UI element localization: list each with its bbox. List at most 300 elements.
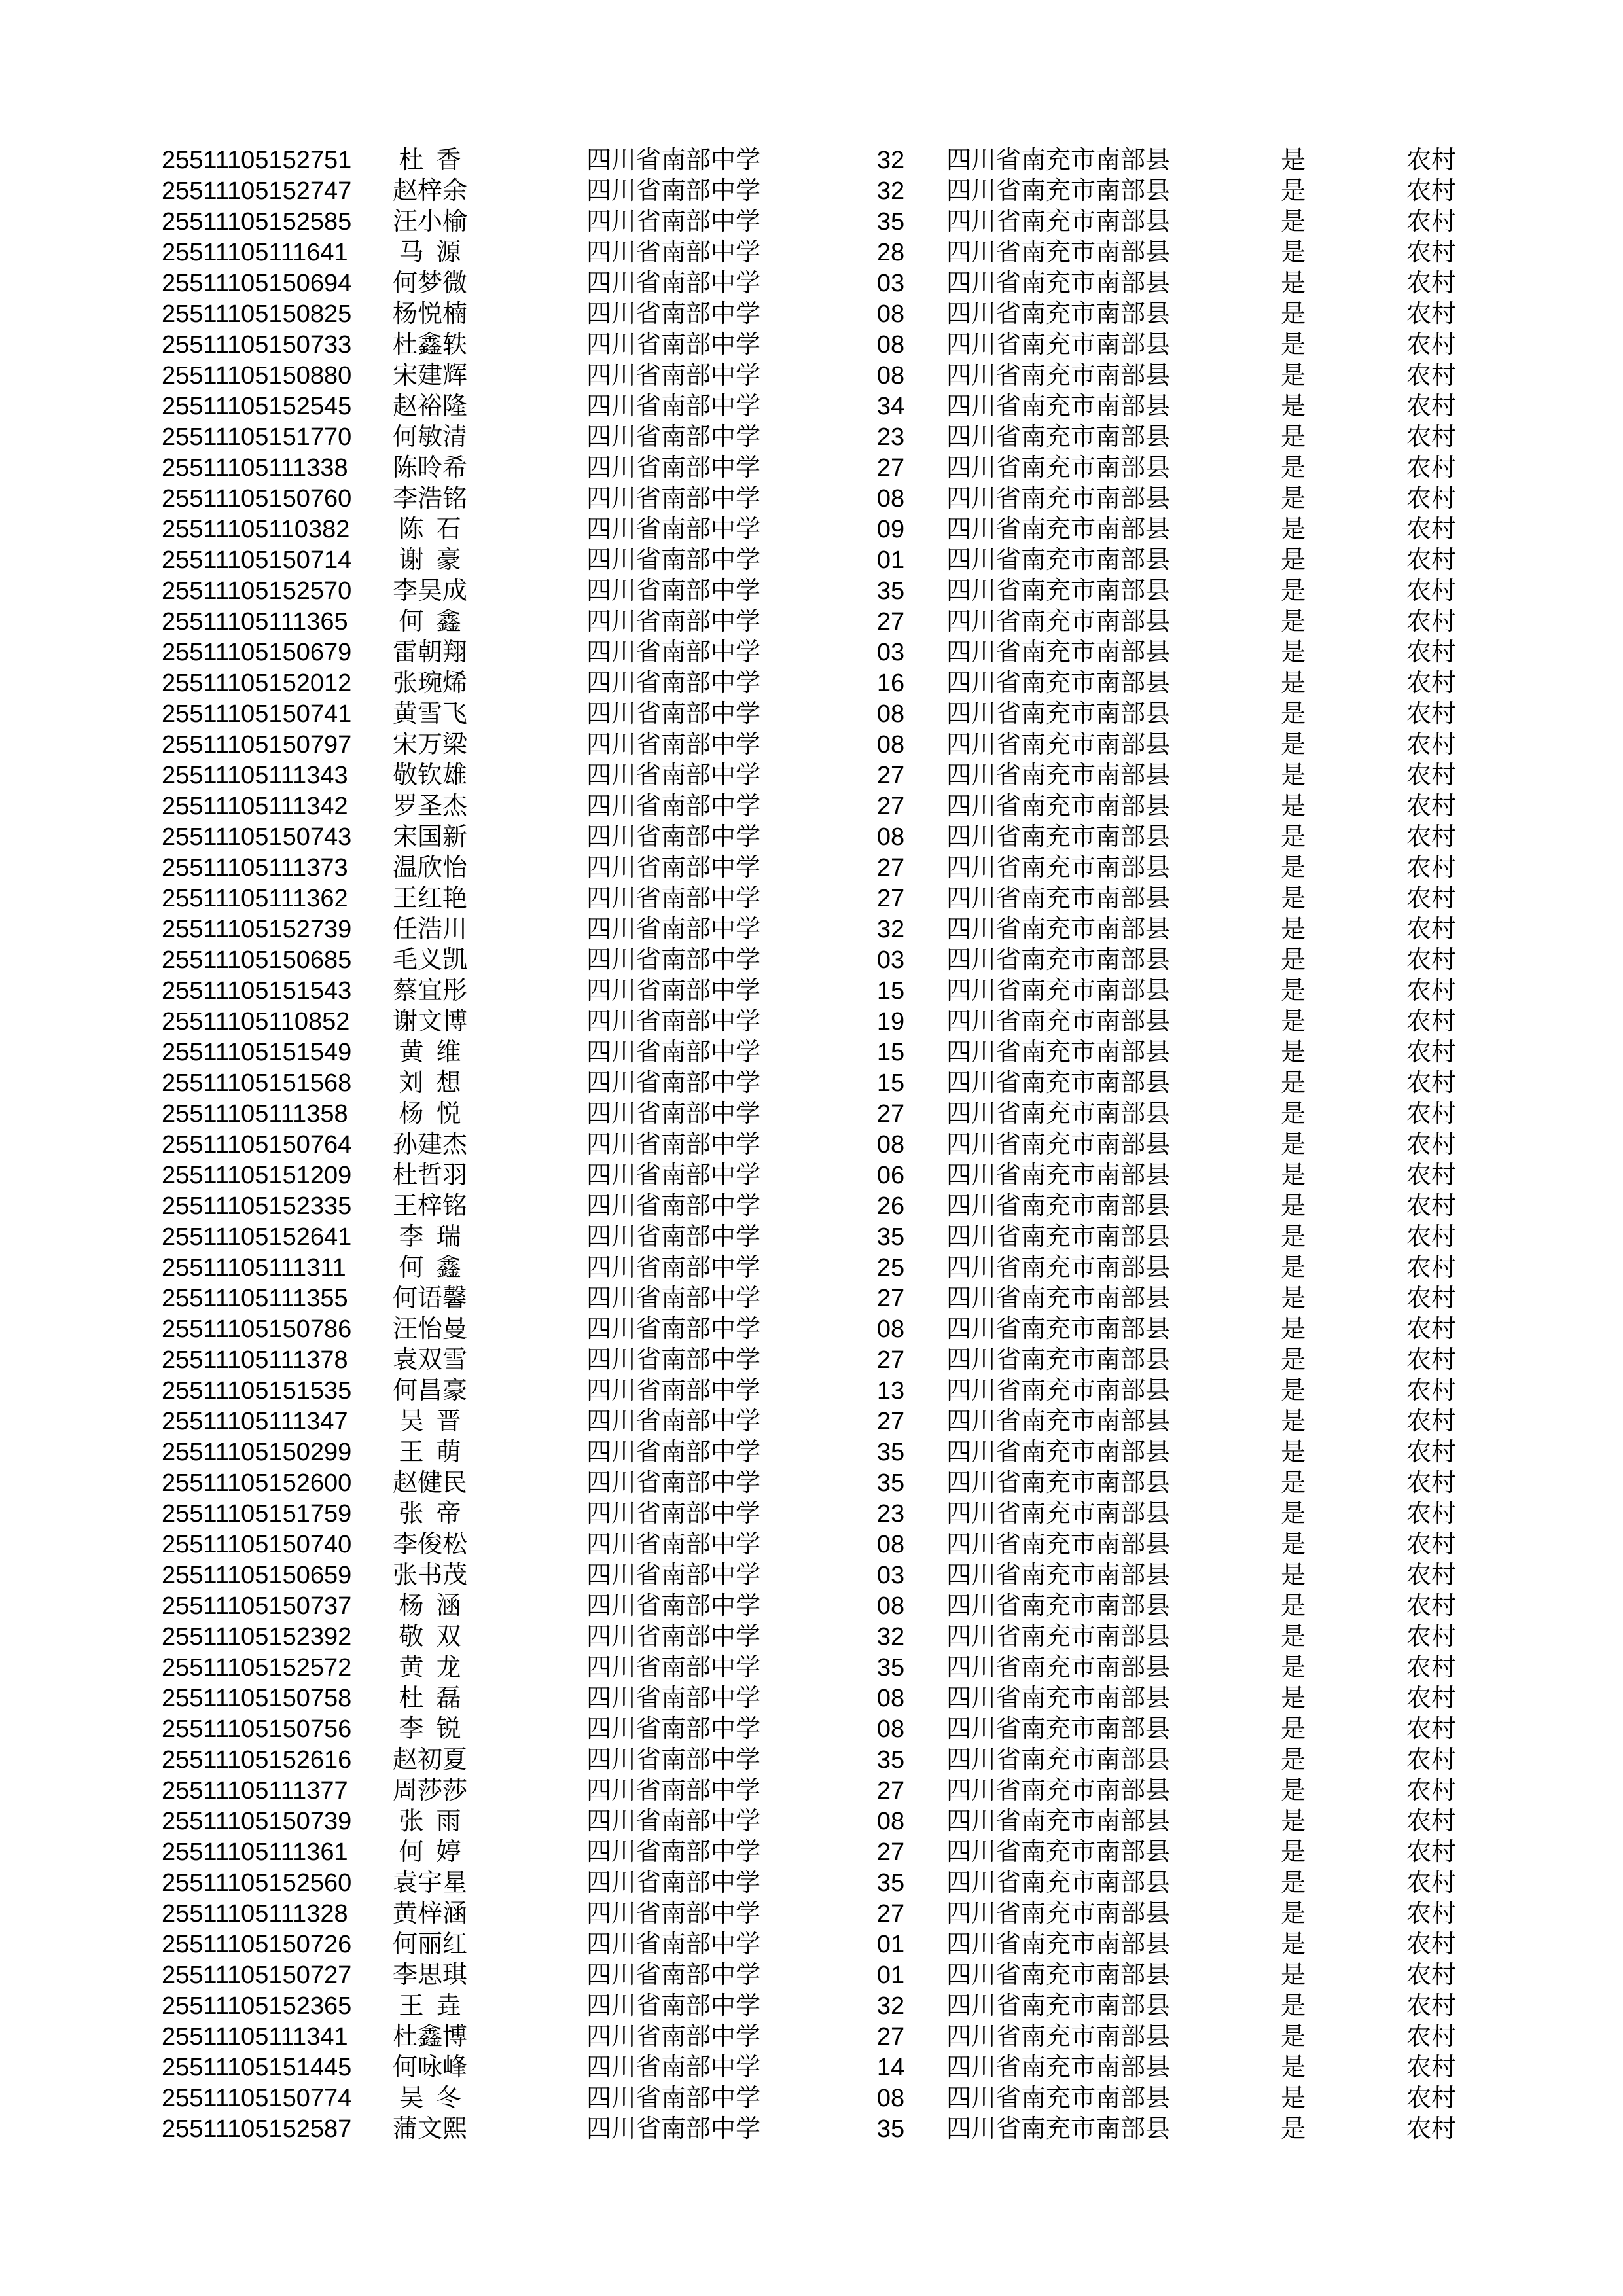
table-row <box>0 1899 1623 1929</box>
class-code: 27 <box>876 854 905 882</box>
residence-type: 农村 <box>1406 1746 1457 1774</box>
residence-type: 农村 <box>1406 1654 1457 1681</box>
student-name: 袁双雪 <box>392 1346 468 1374</box>
school-name: 四川省南部中学 <box>586 1193 761 1220</box>
school-name: 四川省南部中学 <box>586 239 761 266</box>
county-name: 四川省南充市南部县 <box>946 270 1171 297</box>
table-row <box>0 576 1623 607</box>
county-name: 四川省南充市南部县 <box>946 2115 1171 2143</box>
school-name: 四川省南部中学 <box>586 793 761 820</box>
county-name: 四川省南充市南部县 <box>946 393 1171 420</box>
confirm-flag: 是 <box>1280 946 1306 974</box>
confirm-flag: 是 <box>1280 1839 1306 1866</box>
student-name: 黄梓涵 <box>392 1900 468 1928</box>
county-name: 四川省南充市南部县 <box>946 1962 1171 1989</box>
candidate-id-number: 25511105111341 <box>162 2023 348 2051</box>
confirm-flag: 是 <box>1280 577 1306 605</box>
school-name: 四川省南部中学 <box>586 946 761 974</box>
class-code: 35 <box>876 2115 905 2143</box>
student-name: 杜鑫轶 <box>392 331 468 359</box>
candidate-id-number: 25511105150740 <box>162 1531 352 1558</box>
class-code: 01 <box>876 1931 905 1958</box>
school-name: 四川省南部中学 <box>586 362 761 389</box>
candidate-id-number: 25511105150743 <box>162 823 352 851</box>
school-name: 四川省南部中学 <box>586 1223 761 1251</box>
class-code: 14 <box>876 2054 905 2081</box>
table-row <box>0 2083 1623 2114</box>
residence-type: 农村 <box>1406 1039 1457 1066</box>
school-name: 四川省南部中学 <box>586 1592 761 1620</box>
confirm-flag: 是 <box>1280 208 1306 236</box>
candidate-id-number: 25511105152751 <box>162 147 352 174</box>
table-row <box>0 1437 1623 1468</box>
confirm-flag: 是 <box>1280 1316 1306 1343</box>
residence-type: 农村 <box>1406 1931 1457 1958</box>
candidate-id-number: 25511105111328 <box>162 1900 348 1928</box>
school-name: 四川省南部中学 <box>586 1839 761 1866</box>
county-name: 四川省南充市南部县 <box>946 1223 1171 1251</box>
county-name: 四川省南充市南部县 <box>946 608 1171 636</box>
class-code: 35 <box>876 1223 905 1251</box>
school-name: 四川省南部中学 <box>586 147 761 174</box>
class-code: 08 <box>876 331 905 359</box>
school-name: 四川省南部中学 <box>586 731 761 759</box>
student-name: 杜香 <box>399 147 474 174</box>
county-name: 四川省南充市南部县 <box>946 1346 1171 1374</box>
residence-type: 农村 <box>1406 2054 1457 2081</box>
county-name: 四川省南充市南部县 <box>946 1254 1171 1282</box>
county-name: 四川省南充市南部县 <box>946 2023 1171 2051</box>
class-code: 34 <box>876 393 905 420</box>
candidate-id-number: 25511105150741 <box>162 700 352 728</box>
candidate-id-number: 25511105150679 <box>162 639 352 666</box>
residence-type: 农村 <box>1406 423 1457 451</box>
student-name: 黄龙 <box>399 1654 474 1681</box>
class-code: 27 <box>876 454 905 482</box>
county-name: 四川省南充市南部县 <box>946 1500 1171 1528</box>
county-name: 四川省南充市南部县 <box>946 2085 1171 2112</box>
table-row <box>0 1960 1623 1991</box>
county-name: 四川省南充市南部县 <box>946 485 1171 512</box>
class-code: 13 <box>876 1377 905 1405</box>
table-row <box>0 453 1623 484</box>
school-name: 四川省南部中学 <box>586 1469 761 1497</box>
candidate-id-number: 25511105150760 <box>162 485 352 512</box>
confirm-flag: 是 <box>1280 1685 1306 1712</box>
county-name: 四川省南充市南部县 <box>946 1715 1171 1743</box>
county-name: 四川省南充市南部县 <box>946 362 1171 389</box>
residence-type: 农村 <box>1406 823 1457 851</box>
confirm-flag: 是 <box>1280 700 1306 728</box>
class-code: 35 <box>876 1654 905 1681</box>
residence-type: 农村 <box>1406 393 1457 420</box>
confirm-flag: 是 <box>1280 393 1306 420</box>
table-row <box>0 1191 1623 1222</box>
candidate-id-number: 25511105152570 <box>162 577 352 605</box>
school-name: 四川省南部中学 <box>586 1685 761 1712</box>
class-code: 08 <box>876 1531 905 1558</box>
county-name: 四川省南充市南部县 <box>946 239 1171 266</box>
school-name: 四川省南部中学 <box>586 1562 761 1589</box>
class-code: 15 <box>876 977 905 1005</box>
student-name: 蔡宜彤 <box>392 977 468 1005</box>
table-row <box>0 1037 1623 1068</box>
candidate-id-number: 25511105150756 <box>162 1715 352 1743</box>
school-name: 四川省南部中学 <box>586 2023 761 2051</box>
confirm-flag: 是 <box>1280 731 1306 759</box>
class-code: 08 <box>876 1592 905 1620</box>
table-row <box>0 945 1623 976</box>
county-name: 四川省南充市南部县 <box>946 1069 1171 1097</box>
student-name: 周莎莎 <box>392 1777 468 1804</box>
table-row <box>0 914 1623 945</box>
candidate-id-number: 25511105152335 <box>162 1193 352 1220</box>
class-code: 35 <box>876 1439 905 1466</box>
school-name: 四川省南部中学 <box>586 454 761 482</box>
class-code: 32 <box>876 1623 905 1651</box>
class-code: 08 <box>876 1685 905 1712</box>
table-row <box>0 1160 1623 1191</box>
residence-type: 农村 <box>1406 1900 1457 1928</box>
confirm-flag: 是 <box>1280 670 1306 697</box>
residence-type: 农村 <box>1406 1992 1457 2020</box>
table-row <box>0 1253 1623 1283</box>
table-row <box>0 145 1623 176</box>
county-name: 四川省南充市南部县 <box>946 1039 1171 1066</box>
student-name: 何婷 <box>399 1839 474 1866</box>
county-name: 四川省南充市南部县 <box>946 1377 1171 1405</box>
confirm-flag: 是 <box>1280 1992 1306 2020</box>
school-name: 四川省南部中学 <box>586 1008 761 1035</box>
confirm-flag: 是 <box>1280 854 1306 882</box>
school-name: 四川省南部中学 <box>586 1531 761 1558</box>
class-code: 32 <box>876 916 905 943</box>
county-name: 四川省南充市南部县 <box>946 208 1171 236</box>
table-row <box>0 207 1623 238</box>
candidate-id-number: 25511105150737 <box>162 1592 352 1620</box>
candidate-id-number: 25511105150797 <box>162 731 352 759</box>
class-code: 03 <box>876 639 905 666</box>
residence-type: 农村 <box>1406 2085 1457 2112</box>
candidate-id-number: 25511105152572 <box>162 1654 352 1681</box>
school-name: 四川省南部中学 <box>586 1808 761 1835</box>
class-code: 01 <box>876 1962 905 1989</box>
table-row <box>0 1222 1623 1253</box>
student-name: 马源 <box>399 239 474 266</box>
county-name: 四川省南充市南部县 <box>946 1654 1171 1681</box>
school-name: 四川省南部中学 <box>586 1377 761 1405</box>
class-code: 27 <box>876 1100 905 1128</box>
confirm-flag: 是 <box>1280 1285 1306 1312</box>
confirm-flag: 是 <box>1280 177 1306 205</box>
residence-type: 农村 <box>1406 1254 1457 1282</box>
student-name: 何语馨 <box>392 1285 468 1312</box>
county-name: 四川省南充市南部县 <box>946 1777 1171 1804</box>
table-row <box>0 176 1623 207</box>
school-name: 四川省南部中学 <box>586 1254 761 1282</box>
class-code: 27 <box>876 1285 905 1312</box>
candidate-id-number: 25511105152392 <box>162 1623 352 1651</box>
class-code: 28 <box>876 239 905 266</box>
county-name: 四川省南充市南部县 <box>946 547 1171 574</box>
candidate-id-number: 25511105150694 <box>162 270 352 297</box>
confirm-flag: 是 <box>1280 1223 1306 1251</box>
school-name: 四川省南部中学 <box>586 1408 761 1435</box>
school-name: 四川省南部中学 <box>586 300 761 328</box>
candidate-id-number: 25511105151543 <box>162 977 352 1005</box>
candidate-id-number: 25511105150685 <box>162 946 352 974</box>
student-name: 张雨 <box>399 1808 474 1835</box>
student-name: 杨涵 <box>399 1592 474 1620</box>
student-name: 刘想 <box>399 1069 474 1097</box>
county-name: 四川省南充市南部县 <box>946 1439 1171 1466</box>
table-row <box>0 514 1623 545</box>
candidate-id-number: 25511105152616 <box>162 1746 352 1774</box>
school-name: 四川省南部中学 <box>586 393 761 420</box>
school-name: 四川省南部中学 <box>586 1931 761 1958</box>
candidate-id-number: 25511105152600 <box>162 1469 352 1497</box>
residence-type: 农村 <box>1406 916 1457 943</box>
school-name: 四川省南部中学 <box>586 1039 761 1066</box>
confirm-flag: 是 <box>1280 2115 1306 2143</box>
student-name: 谢豪 <box>399 547 474 574</box>
county-name: 四川省南充市南部县 <box>946 177 1171 205</box>
school-name: 四川省南部中学 <box>586 2085 761 2112</box>
county-name: 四川省南充市南部县 <box>946 1285 1171 1312</box>
residence-type: 农村 <box>1406 670 1457 697</box>
county-name: 四川省南充市南部县 <box>946 1316 1171 1343</box>
student-name: 李浩铭 <box>392 485 468 512</box>
table-row <box>0 1776 1623 1806</box>
student-name: 李思琪 <box>392 1962 468 1989</box>
candidate-id-number: 25511105111311 <box>162 1254 346 1282</box>
residence-type: 农村 <box>1406 1223 1457 1251</box>
class-code: 27 <box>876 2023 905 2051</box>
table-row <box>0 699 1623 730</box>
student-name: 温欣怡 <box>392 854 468 882</box>
student-name: 何昌豪 <box>392 1377 468 1405</box>
school-name: 四川省南部中学 <box>586 1316 761 1343</box>
county-name: 四川省南充市南部县 <box>946 1746 1171 1774</box>
county-name: 四川省南充市南部县 <box>946 1808 1171 1835</box>
confirm-flag: 是 <box>1280 1777 1306 1804</box>
candidate-id-number: 25511105150726 <box>162 1931 352 1958</box>
residence-type: 农村 <box>1406 516 1457 543</box>
table-row <box>0 422 1623 453</box>
student-name: 李锐 <box>399 1715 474 1743</box>
county-name: 四川省南充市南部县 <box>946 1008 1171 1035</box>
class-code: 16 <box>876 670 905 697</box>
class-code: 27 <box>876 608 905 636</box>
county-name: 四川省南充市南部县 <box>946 1531 1171 1558</box>
school-name: 四川省南部中学 <box>586 977 761 1005</box>
table-row <box>0 1314 1623 1345</box>
school-name: 四川省南部中学 <box>586 1100 761 1128</box>
county-name: 四川省南充市南部县 <box>946 946 1171 974</box>
class-code: 08 <box>876 485 905 512</box>
table-row <box>0 884 1623 914</box>
residence-type: 农村 <box>1406 1193 1457 1220</box>
candidate-id-number: 25511105111378 <box>162 1346 348 1374</box>
residence-type: 农村 <box>1406 208 1457 236</box>
candidate-id-number: 25511105152560 <box>162 1869 352 1897</box>
student-name: 王垚 <box>399 1992 474 2020</box>
residence-type: 农村 <box>1406 1715 1457 1743</box>
confirm-flag: 是 <box>1280 1008 1306 1035</box>
table-row <box>0 484 1623 514</box>
class-code: 08 <box>876 300 905 328</box>
county-name: 四川省南充市南部县 <box>946 1992 1171 2020</box>
residence-type: 农村 <box>1406 1100 1457 1128</box>
candidate-id-number: 25511105152585 <box>162 208 352 236</box>
student-name: 陈石 <box>399 516 474 543</box>
table-row <box>0 1653 1623 1683</box>
table-row <box>0 1929 1623 1960</box>
student-name: 赵裕隆 <box>392 393 468 420</box>
candidate-id-number: 25511105111377 <box>162 1777 348 1804</box>
school-name: 四川省南部中学 <box>586 516 761 543</box>
confirm-flag: 是 <box>1280 331 1306 359</box>
table-row <box>0 299 1623 330</box>
residence-type: 农村 <box>1406 700 1457 728</box>
student-name: 王萌 <box>399 1439 474 1466</box>
residence-type: 农村 <box>1406 1346 1457 1374</box>
school-name: 四川省南部中学 <box>586 762 761 789</box>
student-name: 宋万梁 <box>392 731 468 759</box>
student-name: 何鑫 <box>399 1254 474 1282</box>
confirm-flag: 是 <box>1280 2085 1306 2112</box>
school-name: 四川省南部中学 <box>586 1715 761 1743</box>
county-name: 四川省南充市南部县 <box>946 1408 1171 1435</box>
residence-type: 农村 <box>1406 485 1457 512</box>
residence-type: 农村 <box>1406 1869 1457 1897</box>
student-name: 汪小榆 <box>392 208 468 236</box>
student-name: 宋建辉 <box>392 362 468 389</box>
school-name: 四川省南部中学 <box>586 823 761 851</box>
candidate-id-number: 25511105150825 <box>162 300 352 328</box>
school-name: 四川省南部中学 <box>586 1962 761 1989</box>
school-name: 四川省南部中学 <box>586 670 761 697</box>
school-name: 四川省南部中学 <box>586 2054 761 2081</box>
residence-type: 农村 <box>1406 731 1457 759</box>
table-row <box>0 1837 1623 1868</box>
school-name: 四川省南部中学 <box>586 1069 761 1097</box>
residence-type: 农村 <box>1406 1623 1457 1651</box>
student-name: 谢文博 <box>392 1008 468 1035</box>
residence-type: 农村 <box>1406 793 1457 820</box>
confirm-flag: 是 <box>1280 1162 1306 1189</box>
student-name: 王梓铭 <box>392 1193 468 1220</box>
candidate-id-number: 25511105111641 <box>162 239 348 266</box>
candidate-id-number: 25511105111358 <box>162 1100 348 1128</box>
table-row <box>0 391 1623 422</box>
student-name: 罗圣杰 <box>392 793 468 820</box>
residence-type: 农村 <box>1406 239 1457 266</box>
student-name: 杜鑫博 <box>392 2023 468 2051</box>
candidate-id-number: 25511105152587 <box>162 2115 352 2143</box>
candidate-id-number: 25511105151759 <box>162 1500 352 1528</box>
class-code: 23 <box>876 423 905 451</box>
confirm-flag: 是 <box>1280 270 1306 297</box>
table-row <box>0 607 1623 637</box>
table-row <box>0 668 1623 699</box>
table-row <box>0 1068 1623 1099</box>
county-name: 四川省南充市南部县 <box>946 454 1171 482</box>
table-row <box>0 1345 1623 1376</box>
residence-type: 农村 <box>1406 1377 1457 1405</box>
class-code: 09 <box>876 516 905 543</box>
student-name: 敬钦雄 <box>392 762 468 789</box>
candidate-id-number: 25511105151770 <box>162 423 352 451</box>
school-name: 四川省南部中学 <box>586 423 761 451</box>
class-code: 08 <box>876 1131 905 1158</box>
confirm-flag: 是 <box>1280 423 1306 451</box>
confirm-flag: 是 <box>1280 1069 1306 1097</box>
school-name: 四川省南部中学 <box>586 1869 761 1897</box>
class-code: 32 <box>876 1992 905 2020</box>
table-row <box>0 1283 1623 1314</box>
confirm-flag: 是 <box>1280 1654 1306 1681</box>
table-row <box>0 545 1623 576</box>
class-code: 08 <box>876 2085 905 2112</box>
table-row <box>0 1407 1623 1437</box>
county-name: 四川省南充市南部县 <box>946 885 1171 912</box>
candidate-id-number: 25511105152641 <box>162 1223 352 1251</box>
county-name: 四川省南充市南部县 <box>946 1869 1171 1897</box>
residence-type: 农村 <box>1406 1008 1457 1035</box>
candidate-id-number: 25511105151445 <box>162 2054 352 2081</box>
confirm-flag: 是 <box>1280 516 1306 543</box>
class-code: 01 <box>876 547 905 574</box>
table-row <box>0 1130 1623 1160</box>
student-name: 汪怡曼 <box>392 1316 468 1343</box>
candidate-id-number: 25511105152747 <box>162 177 352 205</box>
student-name: 雷朝翔 <box>392 639 468 666</box>
table-row <box>0 268 1623 299</box>
confirm-flag: 是 <box>1280 1531 1306 1558</box>
residence-type: 农村 <box>1406 1777 1457 1804</box>
confirm-flag: 是 <box>1280 1900 1306 1928</box>
school-name: 四川省南部中学 <box>586 577 761 605</box>
student-name: 任浩川 <box>392 916 468 943</box>
class-code: 08 <box>876 1808 905 1835</box>
table-row <box>0 2114 1623 2145</box>
residence-type: 农村 <box>1406 177 1457 205</box>
table-row <box>0 761 1623 791</box>
confirm-flag: 是 <box>1280 547 1306 574</box>
class-code: 03 <box>876 946 905 974</box>
school-name: 四川省南部中学 <box>586 1131 761 1158</box>
school-name: 四川省南部中学 <box>586 639 761 666</box>
school-name: 四川省南部中学 <box>586 1746 761 1774</box>
residence-type: 农村 <box>1406 147 1457 174</box>
school-name: 四川省南部中学 <box>586 177 761 205</box>
school-name: 四川省南部中学 <box>586 916 761 943</box>
confirm-flag: 是 <box>1280 793 1306 820</box>
confirm-flag: 是 <box>1280 1039 1306 1066</box>
class-code: 06 <box>876 1162 905 1189</box>
residence-type: 农村 <box>1406 1408 1457 1435</box>
county-name: 四川省南充市南部县 <box>946 823 1171 851</box>
table-row <box>0 1560 1623 1591</box>
residence-type: 农村 <box>1406 1962 1457 1989</box>
confirm-flag: 是 <box>1280 1408 1306 1435</box>
residence-type: 农村 <box>1406 1439 1457 1466</box>
student-name: 王红艳 <box>392 885 468 912</box>
candidate-id-number: 25511105150299 <box>162 1439 352 1466</box>
table-row <box>0 1714 1623 1745</box>
residence-type: 农村 <box>1406 1069 1457 1097</box>
